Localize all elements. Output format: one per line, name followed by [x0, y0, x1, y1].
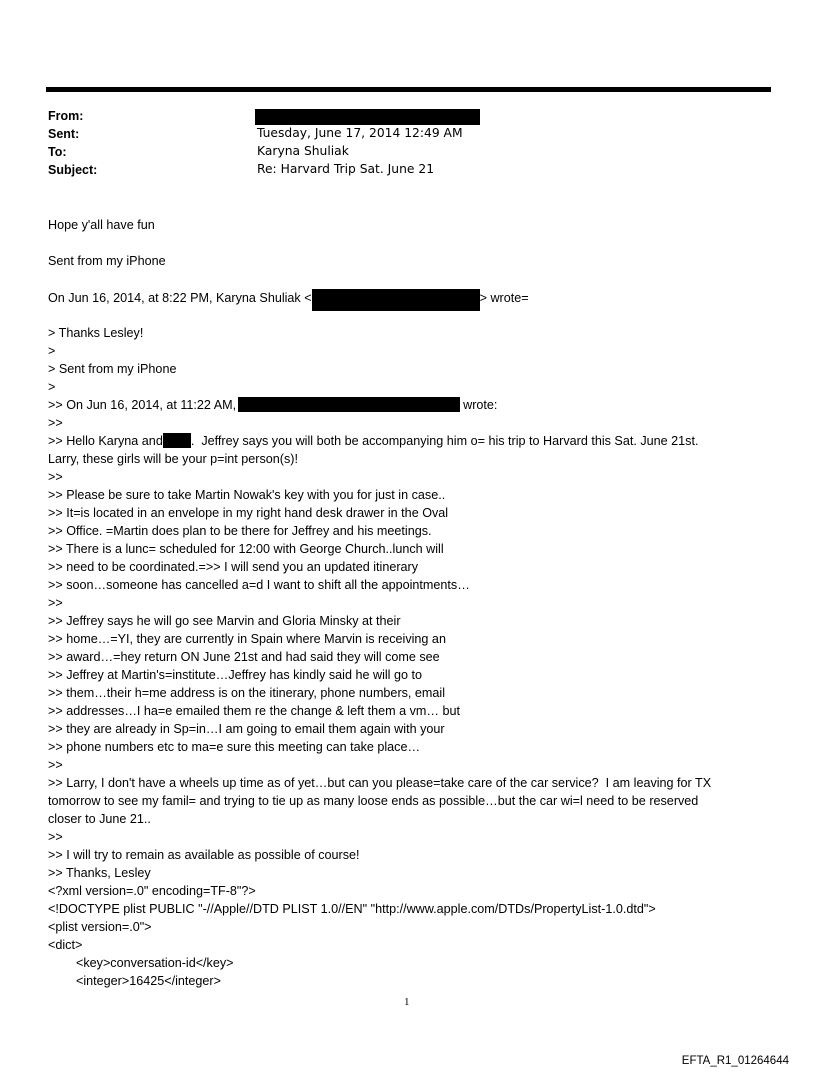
body-line: >> phone numbers etc to ma=e sure this meeting can take place… — [48, 740, 421, 754]
body-line: >> — [48, 470, 63, 484]
body-line: >> Please be sure to take Martin Nowak's key with you for just in case.. — [48, 488, 446, 502]
body-line: >> Jeffrey says he will go see Marvin and Gloria Minsky at their — [48, 614, 401, 628]
body-line: >> Office. =Martin does plan to be there for Jeffrey and his meetings. — [48, 524, 432, 538]
subject-value: Re: Harvard Trip Sat. June 21 — [257, 162, 435, 176]
to-value: Karyna Shuliak — [257, 144, 349, 158]
body-line: >> It=is located in an envelope in my right hand desk drawer in the Oval — [48, 506, 449, 520]
sent-label: Sent: — [48, 127, 80, 141]
body-line: >> award…=hey return ON June 21st and had said they will come see — [48, 650, 440, 664]
body-line: > Thanks Lesley! — [48, 326, 144, 340]
nested-quote-tail: wrote: — [463, 398, 498, 412]
body-line: <key>conversation-id</key> — [48, 956, 234, 970]
body-line: Larry, these girls will be your p=int person(s)! — [48, 452, 298, 466]
quote-intro-tail: > wrote= — [479, 291, 529, 305]
body-line: >> There is a lunc= scheduled for 12:00 with George Church..lunch will — [48, 542, 444, 556]
body-line: Hope y'all have fun — [48, 218, 155, 232]
body-line: >> — [48, 830, 63, 844]
body-line — [48, 397, 497, 413]
body-line: <integer>16425</integer> — [48, 974, 221, 988]
body-line: <?xml version=.0" encoding=TF-8"?> — [48, 884, 256, 898]
sender-redaction — [238, 397, 460, 412]
from-label: From: — [48, 109, 84, 123]
body-line: closer to June 21.. — [48, 812, 151, 826]
header-rule — [46, 87, 771, 92]
body-line: > Sent from my iPhone — [48, 362, 177, 376]
bates-number: EFTA_R1_01264644 — [681, 1055, 789, 1067]
body-line: >> addresses…I ha=e emailed them re the change & left them a vm… but — [48, 704, 460, 718]
body-line: >> I will try to remain as available as possible of course! — [48, 848, 360, 862]
body-line: > — [48, 380, 56, 394]
body-line: >> them…their h=me address is on the itinerary, phone numbers, email — [48, 686, 446, 700]
body-line: >> Jeffrey at Martin's=institute…Jeffrey has kindly said he will go to — [48, 668, 422, 682]
body-line: <dict> — [48, 938, 83, 952]
subject-label: Subject: — [48, 163, 98, 177]
body-line: >> — [48, 596, 63, 610]
body-line: >> home…=YI, they are currently in Spain where Marvin is receiving an — [48, 632, 446, 646]
body-line: >> — [48, 416, 63, 430]
body-line: >> need to be coordinated.=>> I will send you an updated itinerary — [48, 560, 419, 574]
body-line: >> — [48, 758, 63, 772]
nested-quote-intro: >> On Jun 16, 2014, at 11:22 AM, — [48, 398, 237, 412]
body-line: <!DOCTYPE plist PUBLIC "-//Apple//DTD PLIST 1.0//EN" "http://www.apple.com/DTDs/PropertyList-1.0.dtd"> — [48, 902, 656, 916]
greeting-tail: . Jeffrey says you will both be accompanying him o= his trip to Harvard this Sat. June 21st. — [190, 434, 699, 448]
page-number: 1 — [404, 996, 410, 1008]
body-line: >> Larry, I don't have a wheels up time as of yet…but can you please=take care of the car service? I am leaving for TX — [48, 776, 712, 790]
body-line: Sent from my iPhone — [48, 254, 166, 268]
body-line: >> soon…someone has cancelled a=d I want to shift all the appointments… — [48, 578, 470, 592]
body-line: <plist version=.0"> — [48, 920, 152, 934]
from-redaction — [255, 109, 480, 125]
body-line: tomorrow to see my famil= and trying to tie up as many loose ends as possible…but the car wi=l need to be reserved — [48, 794, 699, 808]
body-line: >> they are already in Sp=in…I am going to email them again with your — [48, 722, 445, 736]
quote-intro-text: On Jun 16, 2014, at 8:22 PM, Karyna Shuliak < — [48, 291, 312, 305]
body-line: >> Thanks, Lesley — [48, 866, 151, 880]
email-redaction — [312, 289, 480, 311]
name-redaction — [163, 433, 191, 448]
to-label: To: — [48, 145, 67, 159]
body-line — [48, 289, 529, 311]
body-line — [48, 433, 698, 449]
sent-value: Tuesday, June 17, 2014 12:49 AM — [257, 126, 463, 140]
greeting-text: >> Hello Karyna and — [48, 434, 163, 448]
body-line: > — [48, 344, 56, 358]
